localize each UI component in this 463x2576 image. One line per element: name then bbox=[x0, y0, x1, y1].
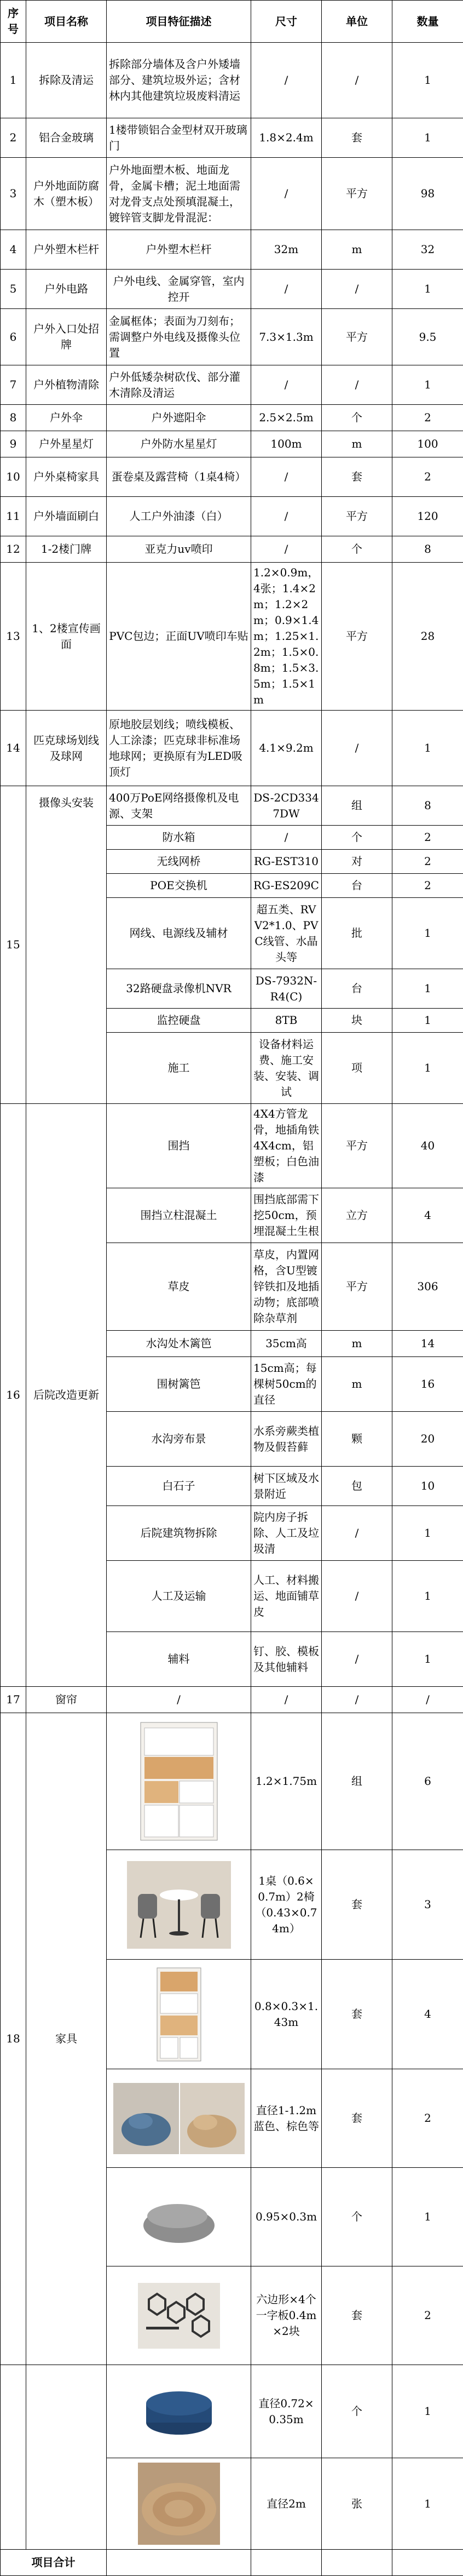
size-cell: 4X4方管龙骨，地插角铁4X4cm，铝塑板；白色油漆 bbox=[251, 1104, 322, 1188]
unit-cell: / bbox=[322, 1506, 392, 1561]
size-cell: 32m bbox=[251, 230, 322, 270]
table-row bbox=[1, 497, 463, 536]
unit-cell: 个 bbox=[322, 536, 392, 563]
cabinet-image bbox=[138, 1720, 220, 1843]
qty-cell: 2 bbox=[392, 850, 463, 874]
qty-cell: 120 bbox=[392, 497, 463, 536]
desc-cell: 1楼带锁铝合金型材双开玻璃门 bbox=[107, 118, 251, 158]
round-ottoman-image bbox=[138, 2379, 220, 2445]
qty-cell: 9.5 bbox=[392, 309, 463, 365]
seq-cell: 5 bbox=[1, 270, 26, 309]
name-cell: 户外入口处招牌 bbox=[26, 309, 107, 365]
name-cell: 户外植物清除 bbox=[26, 365, 107, 405]
total-label: 项目合计 bbox=[1, 2550, 107, 2576]
header-desc: 项目特征描述 bbox=[107, 1, 251, 43]
round-rug-image bbox=[107, 2458, 251, 2550]
desc-cell: 草皮 bbox=[107, 1243, 251, 1331]
table-row bbox=[1, 405, 463, 431]
unit-cell: 个 bbox=[322, 826, 392, 850]
table-row bbox=[1, 2365, 463, 2458]
desc-cell: 户外电线、金属穿管，室内控开 bbox=[107, 270, 251, 309]
name-cell: 户外电路 bbox=[26, 270, 107, 309]
table-chairs-image bbox=[107, 1850, 251, 1960]
size-cell: RG-ES209C bbox=[251, 874, 322, 898]
unit-cell: 套 bbox=[322, 1960, 392, 2069]
unit-cell: 对 bbox=[322, 850, 392, 874]
header-unit: 单位 bbox=[322, 1, 392, 43]
header-qty: 数量 bbox=[392, 1, 463, 43]
unit-cell: 张 bbox=[322, 2458, 392, 2550]
table-row bbox=[1, 786, 463, 826]
size-cell: 8TB bbox=[251, 1009, 322, 1033]
qty-cell: 100 bbox=[392, 431, 463, 457]
unit-cell: 平方 bbox=[322, 158, 392, 230]
total-row bbox=[1, 2550, 463, 2576]
size-cell: 树下区域及水景附近 bbox=[251, 1467, 322, 1506]
size-cell: 钉、胶、模板及其他辅料 bbox=[251, 1632, 322, 1687]
table-row bbox=[1, 158, 463, 230]
shelf-image bbox=[107, 1960, 251, 2069]
size-cell: / bbox=[251, 43, 322, 118]
seq-cell: 2 bbox=[1, 118, 26, 158]
size-cell: / bbox=[251, 536, 322, 563]
unit-cell: 台 bbox=[322, 969, 392, 1009]
unit-cell: / bbox=[322, 1632, 392, 1687]
desc-cell: 金属框体；表面为刀刻布；需调整户外电线及摄像头位置 bbox=[107, 309, 251, 365]
unit-cell: 包 bbox=[322, 1467, 392, 1506]
unit-cell: 项 bbox=[322, 1033, 392, 1104]
unit-cell: / bbox=[322, 365, 392, 405]
desc-cell: 户外低矮杂树砍伐、部分灌木清除及清运 bbox=[107, 365, 251, 405]
unit-cell: 个 bbox=[322, 2365, 392, 2458]
size-cell: / bbox=[251, 365, 322, 405]
qty-cell: 2 bbox=[392, 405, 463, 431]
name-cell: 户外塑木栏杆 bbox=[26, 230, 107, 270]
qty-cell: 14 bbox=[392, 1331, 463, 1357]
unit-cell: 立方 bbox=[322, 1188, 392, 1243]
qty-cell: 1 bbox=[392, 1009, 463, 1033]
unit-cell: 台 bbox=[322, 874, 392, 898]
table-row bbox=[1, 1104, 463, 1188]
qty-cell: 1 bbox=[392, 711, 463, 786]
qty-cell: 2 bbox=[392, 2266, 463, 2365]
size-cell: 0.95×0.3m bbox=[251, 2168, 322, 2266]
seq-cell: 11 bbox=[1, 497, 26, 536]
table-chairs-image bbox=[127, 1861, 231, 1949]
name-cell: 拆除及清运 bbox=[26, 43, 107, 118]
name-cell: 户外星星灯 bbox=[26, 431, 107, 457]
desc-cell: 水沟旁布景 bbox=[107, 1412, 251, 1467]
qty-cell: 3 bbox=[392, 1850, 463, 1960]
desc-cell: 辅料 bbox=[107, 1632, 251, 1687]
size-cell: 100m bbox=[251, 431, 322, 457]
round-ottoman-image bbox=[107, 2365, 251, 2458]
size-cell: 直径0.72×0.35m bbox=[251, 2365, 322, 2458]
seq-cell: 9 bbox=[1, 431, 26, 457]
unit-cell: 平方 bbox=[322, 1243, 392, 1331]
table-row bbox=[1, 457, 463, 497]
size-cell: DS-2CD3347DW bbox=[251, 786, 322, 826]
cabinet-image bbox=[107, 1713, 251, 1850]
qty-cell: 1 bbox=[392, 898, 463, 969]
size-cell: / bbox=[251, 1687, 322, 1713]
unit-cell: m bbox=[322, 1357, 392, 1412]
unit-cell: 批 bbox=[322, 898, 392, 969]
name-cell: 1-2楼门牌 bbox=[26, 536, 107, 563]
total-desc bbox=[107, 2550, 251, 2576]
desc-cell: 施工 bbox=[107, 1033, 251, 1104]
unit-cell: 套 bbox=[322, 457, 392, 497]
name-cell: 户外墙面刷白 bbox=[26, 497, 107, 536]
seq-cell: 7 bbox=[1, 365, 26, 405]
desc-cell: 围挡立柱混凝土 bbox=[107, 1188, 251, 1243]
table-row bbox=[1, 563, 463, 711]
seq-cell: 16 bbox=[1, 1104, 26, 1687]
total-qty bbox=[392, 2550, 463, 2576]
unit-cell: 平方 bbox=[322, 563, 392, 711]
unit-cell: 平方 bbox=[322, 309, 392, 365]
table-row bbox=[1, 230, 463, 270]
name-cell: 摄像头安装 bbox=[26, 786, 107, 1104]
size-cell: / bbox=[251, 158, 322, 230]
desc-cell: POE交换机 bbox=[107, 874, 251, 898]
seq-cell: 10 bbox=[1, 457, 26, 497]
desc-cell: 户外防水星星灯 bbox=[107, 431, 251, 457]
unit-cell: 套 bbox=[322, 2266, 392, 2365]
header-name: 项目名称 bbox=[26, 1, 107, 43]
unit-cell: / bbox=[322, 270, 392, 309]
table-body bbox=[1, 43, 463, 2576]
pouf-image bbox=[107, 2168, 251, 2266]
unit-cell: / bbox=[322, 1561, 392, 1632]
seq-cell: 12 bbox=[1, 536, 26, 563]
name-cell: 1、2楼宣传画面 bbox=[26, 563, 107, 711]
qty-cell: 1 bbox=[392, 1632, 463, 1687]
qty-cell: 16 bbox=[392, 1357, 463, 1412]
name-cell: 铝合金玻璃 bbox=[26, 118, 107, 158]
size-cell: 2.5×2.5m bbox=[251, 405, 322, 431]
table-row bbox=[1, 536, 463, 563]
unit-cell: 套 bbox=[322, 118, 392, 158]
desc-cell: 户外塑木栏杆 bbox=[107, 230, 251, 270]
qty-cell: 6 bbox=[392, 1713, 463, 1850]
desc-cell: 水沟处木篱笆 bbox=[107, 1331, 251, 1357]
unit-cell: m bbox=[322, 431, 392, 457]
total-size bbox=[251, 2550, 322, 2576]
seq-cell: 1 bbox=[1, 43, 26, 118]
hex-shelf-image bbox=[107, 2266, 251, 2365]
qty-cell: 40 bbox=[392, 1104, 463, 1188]
desc-cell: 户外遮阳伞 bbox=[107, 405, 251, 431]
header-seq: 序号 bbox=[1, 1, 26, 43]
header-row bbox=[1, 1, 463, 43]
size-cell: 1.2×1.75m bbox=[251, 1713, 322, 1850]
size-cell: 人工、材料搬运、地面铺草皮 bbox=[251, 1561, 322, 1632]
size-cell: / bbox=[251, 497, 322, 536]
size-cell: RG-EST310 bbox=[251, 850, 322, 874]
seq-cell: 6 bbox=[1, 309, 26, 365]
desc-cell: 监控硬盘 bbox=[107, 1009, 251, 1033]
unit-cell: 套 bbox=[322, 1850, 392, 1960]
size-cell: 7.3×1.3m bbox=[251, 309, 322, 365]
seq-cell: 18 bbox=[1, 1713, 26, 2365]
desc-cell: 32路硬盘录像机NVR bbox=[107, 969, 251, 1009]
qty-cell: 8 bbox=[392, 536, 463, 563]
name-cell: 户外地面防腐木（塑木板） bbox=[26, 158, 107, 230]
qty-cell: 98 bbox=[392, 158, 463, 230]
size-cell: / bbox=[251, 457, 322, 497]
size-cell: 超五类、RVV2*1.0、PVC线管、水晶头等 bbox=[251, 898, 322, 969]
qty-cell: / bbox=[392, 1687, 463, 1713]
table-row bbox=[1, 43, 463, 118]
unit-cell: 颗 bbox=[322, 1412, 392, 1467]
name-cell: 窗帘 bbox=[26, 1687, 107, 1713]
unit-cell: 个 bbox=[322, 405, 392, 431]
seq-cell: 17 bbox=[1, 1687, 26, 1713]
desc-cell: 网线、电源线及辅材 bbox=[107, 898, 251, 969]
desc-cell: 围挡 bbox=[107, 1104, 251, 1188]
desc-cell: 防水箱 bbox=[107, 826, 251, 850]
size-cell: 围挡底部需下挖50cm，预埋混凝土生根 bbox=[251, 1188, 322, 1243]
size-cell: / bbox=[251, 270, 322, 309]
unit-cell: m bbox=[322, 1331, 392, 1357]
qty-cell: 1 bbox=[392, 270, 463, 309]
qty-cell: 1 bbox=[392, 365, 463, 405]
qty-cell: 28 bbox=[392, 563, 463, 711]
unit-cell: / bbox=[322, 1687, 392, 1713]
size-cell: 35cm高 bbox=[251, 1331, 322, 1357]
seq-cell: 4 bbox=[1, 230, 26, 270]
name-cell: 后院改造更新 bbox=[26, 1104, 107, 1687]
desc-cell: 原地胶层划线；喷线模板、人工涂漆；匹克球非标准场地球网；更换原有为LED吸顶灯 bbox=[107, 711, 251, 786]
desc-cell: PVC包边；正面UV喷印车贴 bbox=[107, 563, 251, 711]
size-cell: 院内房子拆除、人工及垃圾清 bbox=[251, 1506, 322, 1561]
seq-cell: 15 bbox=[1, 786, 26, 1104]
qty-cell: 1 bbox=[392, 2365, 463, 2458]
qty-cell: 2 bbox=[392, 874, 463, 898]
pouf-image bbox=[138, 2184, 220, 2250]
table-row bbox=[1, 118, 463, 158]
table-row bbox=[1, 1713, 463, 1850]
header-size: 尺寸 bbox=[251, 1, 322, 43]
size-cell: 1.2×0.9m，4张；1.4×2m；1.2×2m；0.9×1.4m；1.25×1.2m；1.5×0.8m；1.5×3.5m；1.5×1m bbox=[251, 563, 322, 711]
unit-cell: m bbox=[322, 230, 392, 270]
qty-cell: 2 bbox=[392, 457, 463, 497]
desc-cell: / bbox=[107, 1687, 251, 1713]
size-cell: 六边形×4个一字板0.4m×2块 bbox=[251, 2266, 322, 2365]
total-unit bbox=[322, 2550, 392, 2576]
qty-cell: 1 bbox=[392, 969, 463, 1009]
unit-cell: 组 bbox=[322, 786, 392, 826]
qty-cell: 2 bbox=[392, 2069, 463, 2168]
table-row bbox=[1, 431, 463, 457]
desc-cell: 人工及运输 bbox=[107, 1561, 251, 1632]
unit-cell: 平方 bbox=[322, 1104, 392, 1188]
unit-cell: / bbox=[322, 43, 392, 118]
size-cell: DS-7932N-R4(C) bbox=[251, 969, 322, 1009]
qty-cell: 4 bbox=[392, 1960, 463, 2069]
size-cell: 15cm高；每棵树50cm的直径 bbox=[251, 1357, 322, 1412]
table-row bbox=[1, 365, 463, 405]
size-cell: 水系旁蕨类植物及假苔藓 bbox=[251, 1412, 322, 1467]
desc-cell: 无线网桥 bbox=[107, 850, 251, 874]
size-cell: 1.8×2.4m bbox=[251, 118, 322, 158]
seq-cell: 14 bbox=[1, 711, 26, 786]
unit-cell: 平方 bbox=[322, 497, 392, 536]
size-cell: 直径2m bbox=[251, 2458, 322, 2550]
qty-cell: 1 bbox=[392, 118, 463, 158]
size-cell: 草皮，内置网格，含U型镀锌铁扣及地插动物；底部喷除杂草剂 bbox=[251, 1243, 322, 1331]
name-cell: 家具 bbox=[26, 1713, 107, 2365]
table-row bbox=[1, 309, 463, 365]
table-row bbox=[1, 1687, 463, 1713]
qty-cell: 4 bbox=[392, 1188, 463, 1243]
desc-cell: 户外地面塑木板、地面龙骨，金属卡槽；泥土地面需对龙骨支点处预填混凝土，镀锌管支脚龙骨混泥： bbox=[107, 158, 251, 230]
size-cell: 1桌（0.6×0.7m）2椅（0.43×0.74m） bbox=[251, 1850, 322, 1960]
round-rug-image bbox=[138, 2463, 220, 2545]
qty-cell: 1 bbox=[392, 2458, 463, 2550]
qty-cell: 10 bbox=[392, 1467, 463, 1506]
desc-cell: 400万PoE网络摄像机及电源、支架 bbox=[107, 786, 251, 826]
qty-cell: 8 bbox=[392, 786, 463, 826]
qty-cell: 20 bbox=[392, 1412, 463, 1467]
table-row bbox=[1, 711, 463, 786]
size-cell: 直径1-1.2m蓝色、棕色等 bbox=[251, 2069, 322, 2168]
seq-cell: 8 bbox=[1, 405, 26, 431]
table-row bbox=[1, 270, 463, 309]
name-cell: 匹克球场划线及球网 bbox=[26, 711, 107, 786]
unit-cell: 块 bbox=[322, 1009, 392, 1033]
desc-cell: 拆除部分墙体及含户外矮墙部分、建筑垃圾外运；含材林内其他建筑垃圾废料清运 bbox=[107, 43, 251, 118]
qty-cell: 1 bbox=[392, 2168, 463, 2266]
unit-cell: 套 bbox=[322, 2069, 392, 2168]
qty-cell: 1 bbox=[392, 1506, 463, 1561]
unit-cell: / bbox=[322, 711, 392, 786]
name-cell: 户外桌椅家具 bbox=[26, 457, 107, 497]
qty-cell: 306 bbox=[392, 1243, 463, 1331]
unit-cell: 组 bbox=[322, 1713, 392, 1850]
desc-cell: 后院建筑物拆除 bbox=[107, 1506, 251, 1561]
size-cell: / bbox=[251, 826, 322, 850]
seq-cell: 3 bbox=[1, 158, 26, 230]
seq-cell: 13 bbox=[1, 563, 26, 711]
size-cell: 设备材料运费、施工安装、安装、调试 bbox=[251, 1033, 322, 1104]
name-cell: 户外伞 bbox=[26, 405, 107, 431]
size-cell: 0.8×0.3×1.43m bbox=[251, 1960, 322, 2069]
unit-cell: 个 bbox=[322, 2168, 392, 2266]
desc-cell: 亚克力uv喷印 bbox=[107, 536, 251, 563]
beanbag-image bbox=[107, 2069, 251, 2168]
desc-cell: 围树篱笆 bbox=[107, 1357, 251, 1412]
desc-cell: 蛋卷桌及露营椅（1桌4椅） bbox=[107, 457, 251, 497]
beanbag-image bbox=[113, 2083, 245, 2154]
shelf-image bbox=[152, 1965, 206, 2064]
desc-cell: 人工户外油漆（白） bbox=[107, 497, 251, 536]
size-cell: 4.1×9.2m bbox=[251, 711, 322, 786]
qty-cell: 1 bbox=[392, 1561, 463, 1632]
hex-shelf-image bbox=[138, 2283, 220, 2349]
desc-cell: 白石子 bbox=[107, 1467, 251, 1506]
qty-cell: 2 bbox=[392, 826, 463, 850]
qty-cell: 1 bbox=[392, 43, 463, 118]
qty-cell: 32 bbox=[392, 230, 463, 270]
qty-cell: 1 bbox=[392, 1033, 463, 1104]
